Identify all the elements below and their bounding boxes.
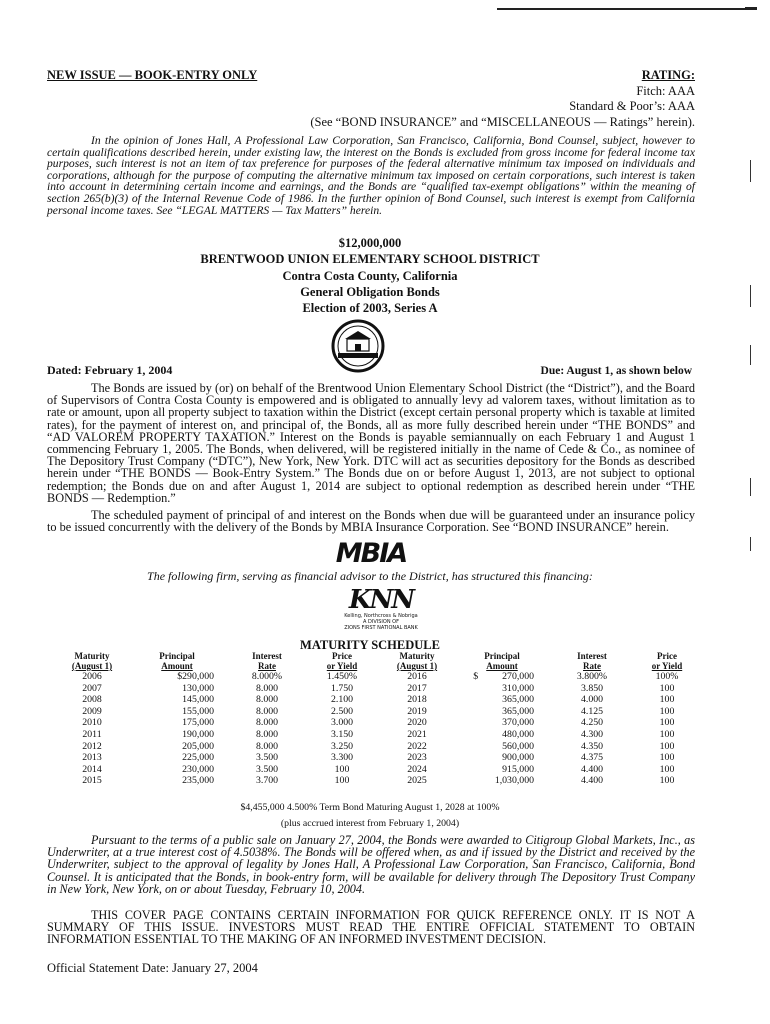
price-cell: 100: [334, 775, 350, 787]
principal-value: 310,000: [502, 682, 534, 694]
price-cell: 2.500: [330, 705, 354, 717]
maturity-cell: 2017: [407, 682, 427, 694]
principal-value: 270,000: [502, 671, 534, 682]
maturity-cell: 2011: [82, 728, 102, 740]
maturity-cell: 2006: [82, 671, 102, 682]
principal-cell: $290,000: [177, 671, 214, 682]
principal-value: 480,000: [502, 728, 534, 740]
bond-type: General Obligation Bonds: [300, 284, 440, 299]
price-cell: 2.100: [330, 694, 354, 706]
knn-logo: [326, 587, 436, 631]
rate-cell: 4.400: [580, 763, 604, 775]
principal-cell: [452, 764, 552, 776]
top-rule: [497, 8, 755, 10]
price-cell: 100: [659, 763, 675, 775]
principal-value: 915,000: [502, 763, 534, 775]
insurance-paragraph: The scheduled payment of principal of and interest on the Bonds when due will be guaranteed under an insurance policy to be issued concurrently with the delivery of the Bonds by MBIA Insurance Corporation. See “BOND INSURANCE” herein.: [47, 508, 695, 535]
maturity-cell: 2024: [407, 763, 427, 775]
statement-date: Official Statement Date: January 27, 2004: [47, 961, 258, 975]
table-row: [62, 729, 702, 741]
col-maturity: Maturity (August 1): [71, 651, 113, 671]
maturity-cell: 2021: [407, 728, 427, 740]
principal-cell: 230,000: [182, 763, 214, 775]
knn-line-2: A DIVISION OF: [363, 619, 399, 625]
col-principal: Principal Amount: [159, 651, 195, 671]
bond-amount: $12,000,000: [338, 236, 402, 250]
principal-cell: [452, 706, 552, 718]
maturity-cell: 2015: [82, 775, 102, 787]
dollar-sign: $: [473, 671, 479, 682]
price-cell: 1.450%: [326, 671, 358, 682]
principal-value: 1,030,000: [494, 775, 534, 787]
price-cell: 3.000: [330, 717, 354, 729]
mbia-logo: [318, 540, 424, 566]
table-row: [62, 717, 702, 729]
col-price: Price or Yield: [326, 651, 358, 671]
price-cell: 100: [659, 717, 675, 729]
principal-cell: 175,000: [182, 717, 214, 729]
maturity-cell: 2018: [407, 694, 427, 706]
rate-cell: 8.000: [255, 728, 279, 740]
rate-cell: 8.000%: [251, 671, 283, 682]
rate-cell: 4.300: [580, 728, 604, 740]
knn-line-1: Kelling, Northcross & Nobriga: [344, 613, 418, 619]
table-row: [62, 694, 702, 706]
maturity-cell: 2009: [82, 705, 102, 717]
margin-bar: [750, 478, 751, 496]
table-row: [62, 683, 702, 695]
rate-cell: 4.400: [580, 775, 604, 787]
principal-cell: 190,000: [182, 728, 214, 740]
rate-cell: 8.000: [255, 717, 279, 729]
top-rule-mark: [745, 7, 757, 10]
principal-cell: 235,000: [182, 775, 214, 787]
maturity-cell: 2025: [407, 775, 427, 787]
price-cell: 100: [659, 728, 675, 740]
principal-value: 900,000: [502, 752, 534, 764]
award-paragraph: Pursuant to the terms of a public sale on January 27, 2004, the Bonds were awarded to Citigroup Global Markets, Inc., as Underwriter, at a true interest cost of 4.5038%. The Bonds will be offered when, as and if issued by the District and received by the Underwriter, subject to the approval of legality by Jones Hall, A Professional Law Corporation, San Francisco, California, Bond Counsel. It is anticipated that the Bonds, in book-entry form, will be available for delivery through The Depository Trust Company in New York, New York, on or about Tuesday, February 10, 2004.: [47, 833, 695, 896]
price-cell: 3.250: [330, 740, 354, 752]
margin-bar: [750, 160, 751, 182]
price-cell: 100: [659, 682, 675, 694]
term-bond-line: $4,455,000 4.500% Term Bond Maturing August 1, 2028 at 100%: [240, 802, 500, 813]
rating-block: [310, 68, 695, 130]
svg-text:MBIA: MBIA: [335, 540, 407, 566]
price-cell: 100: [659, 775, 675, 787]
maturity-cell: 2012: [82, 740, 102, 752]
col-maturity-2: Maturity (August 1): [396, 651, 438, 671]
knn-mark: KNN: [348, 585, 414, 615]
bond-description-paragraph: The Bonds are issued by (or) on behalf of the Brentwood Union Elementary School District (the “District”), and the Board of Supervisors of Contra Costa County is empowered and is obligated to annually levy ad valorem taxes, without limitation as to rate or amount, upon all property subject to taxation within the District (except certain personal property which is taxable at limited rates), for the payment of interest on, and principal of, the Bonds, all as more fully described herein under “THE BONDS” and “AD VALOREM PROPERTY TAXATION.” Interest on the Bonds is payable semiannually on each February 1 and August 1 commencing February 1, 2005. The Bonds, when delivered, will be registered initially in the name of Cede & Co., as nominee of The Depository Trust Company (“DTC”), New York, New York. DTC will act as securities depository for the Bonds as described herein under “THE BONDS — Book-Entry System.” The Bonds due on or before August 1, 2013, are not subject to optional redemption; the Bonds due on and after August 1, 2014 are subject to optional redemption as described herein under “THE BONDS — Redemption.”: [47, 381, 695, 505]
price-cell: 1.750: [330, 682, 354, 694]
maturity-schedule-table: [62, 651, 702, 787]
rate-cell: 4.375: [580, 752, 604, 764]
principal-cell: [452, 717, 552, 729]
cover-notice: THIS COVER PAGE CONTAINS CERTAIN INFORMATION FOR QUICK REFERENCE ONLY. IT IS NOT A SUMMARY OF THIS ISSUE. INVESTORS MUST READ THE ENTIRE OFFICIAL STATEMENT TO OBTAIN INFORMATION ESSENTIAL TO THE MAKING OF AN INFORMED INVESTMENT DECISION.: [47, 908, 695, 947]
rate-cell: 3.700: [255, 775, 279, 787]
price-cell: 100: [659, 694, 675, 706]
rate-cell: 3.850: [580, 682, 604, 694]
rate-cell: 4.250: [580, 717, 604, 729]
principal-cell: [452, 741, 552, 753]
maturity-cell: 2008: [82, 694, 102, 706]
table-row: [62, 706, 702, 718]
principal-cell: [452, 694, 552, 706]
rate-cell: 4.125: [580, 705, 604, 717]
bond-series: Election of 2003, Series A: [302, 301, 438, 316]
rate-cell: 3.800%: [576, 671, 608, 682]
dated-date: Dated: February 1, 2004: [47, 363, 173, 377]
due-date: Due: August 1, as shown below: [540, 365, 692, 377]
principal-value: 370,000: [502, 717, 534, 729]
table-row: [62, 671, 702, 683]
col-price-2: Price or Yield: [651, 651, 683, 671]
accrued-interest-line: (plus accrued interest from February 1, 2004): [280, 818, 460, 829]
price-cell: 100%: [655, 671, 679, 682]
principal-cell: 225,000: [182, 752, 214, 764]
county-name: Contra Costa County, California: [282, 268, 458, 283]
principal-value: 365,000: [502, 694, 534, 706]
rate-cell: 8.000: [255, 682, 279, 694]
maturity-cell: 2010: [82, 717, 102, 729]
principal-value: 560,000: [502, 740, 534, 752]
table-header-row: [62, 651, 702, 671]
table-row: [62, 775, 702, 787]
rating-label: RATING:: [641, 68, 695, 82]
maturity-cell: 2007: [82, 682, 102, 694]
issuer-name: BRENTWOOD UNION ELEMENTARY SCHOOL DISTRICT: [200, 252, 540, 267]
tax-opinion: In the opinion of Jones Hall, A Professional Law Corporation, San Francisco, California, Bond Counsel, subject, however to certain qualifications described herein, under existing law, the interest on the Bonds is excluded from gross income for federal income tax purposes, such interest is not an item of tax preference for purposes of the federal alternative minimum tax imposed on individuals and corporations, although for the purpose of computing the alternative minimum tax imposed on certain corporations, such interest is taken into account in determining certain income and earnings, and the Bonds are “qualified tax-exempt obligations” within the meaning of section 265(b)(3) of the Internal Revenue Code of 1986. In the further opinion of Bond Counsel, such interest is exempt from California personal income taxes. See “LEGAL MATTERS — Tax Matters” herein.: [47, 134, 695, 217]
sp-rating: Standard & Poor’s: AAA: [569, 99, 695, 113]
rate-cell: 8.000: [255, 694, 279, 706]
margin-bar: [750, 537, 751, 551]
rate-cell: 3.500: [255, 752, 279, 764]
margin-bar: [750, 345, 751, 365]
issue-type: NEW ISSUE — BOOK-ENTRY ONLY: [47, 68, 258, 82]
principal-cell: [452, 683, 552, 695]
price-cell: 100: [659, 740, 675, 752]
price-cell: 100: [659, 752, 675, 764]
rate-cell: 8.000: [255, 705, 279, 717]
principal-cell: [452, 729, 552, 741]
rate-cell: 4.350: [580, 740, 604, 752]
rate-cell: 3.500: [255, 763, 279, 775]
knn-line-3: ZIONS FIRST NATIONAL BANK: [344, 625, 418, 631]
col-principal-2: Principal Amount: [484, 651, 520, 671]
maturity-cell: 2022: [407, 740, 427, 752]
maturity-cell: 2019: [407, 705, 427, 717]
fitch-rating: Fitch: AAA: [636, 83, 695, 98]
maturity-cell: 2013: [82, 752, 102, 764]
price-cell: 100: [334, 763, 350, 775]
maturity-cell: 2014: [82, 763, 102, 775]
price-cell: 3.150: [330, 728, 354, 740]
rating-note: (See “BOND INSURANCE” and “MISCELLANEOUS — Ratings” herein).: [310, 114, 695, 129]
maturity-cell: 2023: [407, 752, 427, 764]
bond-title: [0, 235, 740, 316]
rate-cell: 4.000: [580, 694, 604, 706]
principal-cell: 130,000: [182, 682, 214, 694]
principal-cell: [452, 775, 552, 787]
col-interest-2: Interest Rate: [577, 651, 607, 671]
table-row: [62, 764, 702, 776]
maturity-cell: 2016: [407, 671, 427, 682]
table-row: [62, 752, 702, 764]
maturity-cell: 2020: [407, 717, 427, 729]
table-row: [62, 741, 702, 753]
principal-cell: 205,000: [182, 740, 214, 752]
price-cell: 3.300: [330, 752, 354, 764]
principal-cell: 155,000: [182, 705, 214, 717]
district-seal-icon: [328, 318, 388, 374]
price-cell: 100: [659, 705, 675, 717]
schedule-title: MATURITY SCHEDULE: [300, 638, 440, 652]
col-interest: Interest Rate: [252, 651, 282, 671]
rate-cell: 8.000: [255, 740, 279, 752]
principal-value: 365,000: [502, 705, 534, 717]
financial-advisor-line: The following firm, serving as financial advisor to the District, has structured this financing:: [147, 569, 593, 583]
margin-bar: [750, 285, 751, 307]
principal-cell: [452, 671, 552, 683]
principal-cell: [452, 752, 552, 764]
principal-cell: 145,000: [182, 694, 214, 706]
